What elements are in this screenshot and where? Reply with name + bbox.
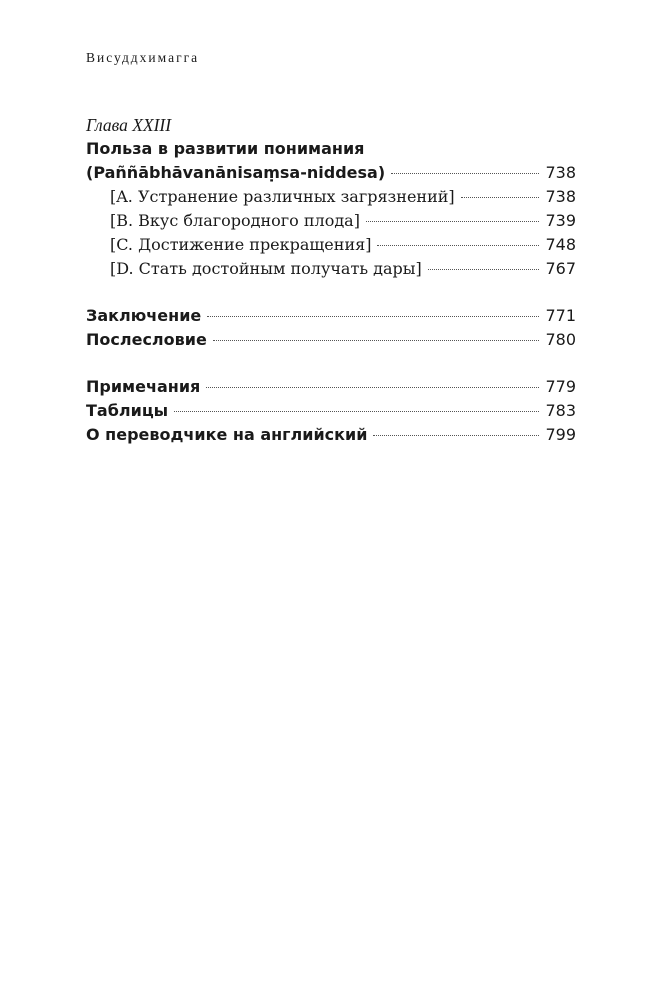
toc-entry-section-a[interactable] bbox=[86, 185, 576, 209]
running-head: Висуддхимагга bbox=[86, 50, 200, 65]
dot-leader bbox=[391, 173, 539, 174]
toc-entry-title: Примечания bbox=[86, 377, 201, 396]
toc-entry-title: [D. Стать достойным получать дары] bbox=[110, 259, 422, 278]
toc-entry-section-b[interactable] bbox=[86, 209, 576, 233]
dot-leader bbox=[373, 435, 539, 436]
toc-entry-page: 771 bbox=[545, 306, 576, 325]
toc-entry-title: [B. Вкус благородного плода] bbox=[110, 211, 360, 230]
dot-leader bbox=[213, 340, 540, 341]
dot-leader bbox=[461, 197, 540, 198]
toc-entry-page: 738 bbox=[545, 187, 576, 206]
toc-entry-page: 779 bbox=[545, 377, 576, 396]
dot-leader bbox=[207, 316, 539, 317]
dot-leader bbox=[206, 387, 539, 388]
toc-entry-page: 780 bbox=[545, 330, 576, 349]
toc-entry-section-d[interactable] bbox=[86, 257, 576, 281]
dot-leader bbox=[174, 411, 539, 412]
toc-entry-translator[interactable] bbox=[86, 423, 576, 447]
toc-entry-page: 767 bbox=[545, 259, 576, 278]
toc-entry-page: 748 bbox=[545, 235, 576, 254]
toc-entry-conclusion[interactable] bbox=[86, 304, 576, 328]
toc-entry-page: 739 bbox=[545, 211, 576, 230]
toc-entry-title: Таблицы bbox=[86, 401, 169, 420]
chapter-label: Глава XXIII bbox=[86, 115, 172, 135]
dot-leader bbox=[366, 221, 539, 222]
toc-entry-notes[interactable] bbox=[86, 375, 576, 399]
toc-entry-section-c[interactable] bbox=[86, 233, 576, 257]
toc-entry-title: О переводчике на английский bbox=[86, 425, 368, 444]
toc-entry-afterword[interactable] bbox=[86, 328, 576, 352]
spacer bbox=[86, 281, 576, 304]
dot-leader bbox=[377, 245, 539, 246]
spacer bbox=[86, 352, 576, 375]
toc-entry-tables[interactable] bbox=[86, 399, 576, 423]
toc-entry-chapter[interactable] bbox=[86, 161, 576, 185]
chapter-title-line1: Польза в развитии понимания bbox=[86, 139, 365, 158]
toc-entry-title: [A. Устранение различных загрязнений] bbox=[110, 187, 455, 206]
toc-entry-page: 783 bbox=[545, 401, 576, 420]
table-of-contents bbox=[86, 113, 576, 447]
toc-entry-page: 738 bbox=[545, 163, 576, 182]
toc-entry-page: 799 bbox=[545, 425, 576, 444]
toc-entry-title: Заключение bbox=[86, 306, 202, 325]
toc-entry-title: (Paññābhāvanānisaṃsa-niddesa) bbox=[86, 163, 386, 182]
dot-leader bbox=[428, 269, 540, 270]
toc-entry-title: Послесловие bbox=[86, 330, 207, 349]
toc-entry-title: [C. Достижение прекращения] bbox=[110, 235, 372, 254]
